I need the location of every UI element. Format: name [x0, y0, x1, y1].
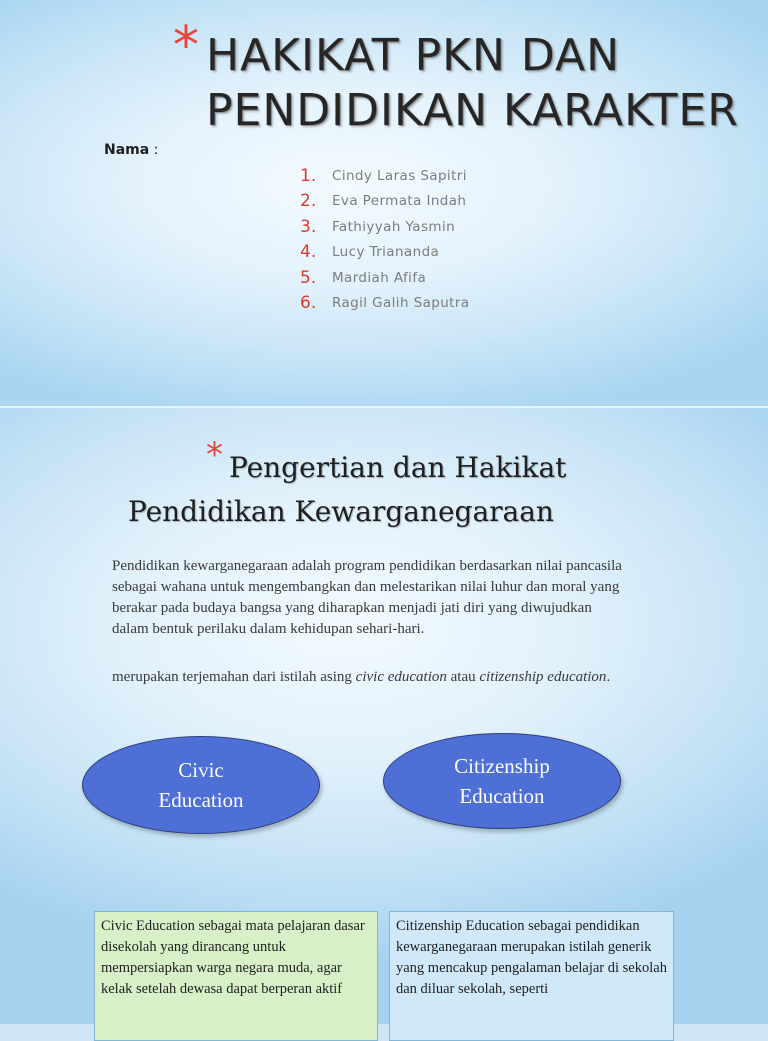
- civic-education-description: Civic Education sebagai mata pelajaran dasar disekolah yang dirancang untuk mempersiapkan warga negara muda, agar kelak setelah dewasa dapat berperan aktif: [94, 911, 378, 1041]
- citizenship-education-ellipse: [383, 733, 621, 829]
- ellipse-line-2: Education: [158, 788, 244, 812]
- title-line-2: PENDIDIKAN KARAKTER: [206, 85, 739, 136]
- member-name: Ragil Galih Saputra: [332, 295, 470, 312]
- nama-colon: :: [149, 142, 159, 158]
- member-number: 3.: [300, 216, 317, 237]
- nama-label: [104, 142, 158, 158]
- list-item: [300, 265, 470, 291]
- ellipse-label: [131, 755, 271, 815]
- member-name: Mardiah Afifa: [332, 269, 427, 286]
- term-civic-education: civic education: [355, 669, 447, 685]
- ellipse-line-1: Citizenship: [454, 754, 550, 778]
- nama-label-text: Nama: [104, 142, 150, 158]
- member-number: 2.: [300, 191, 317, 212]
- civic-education-ellipse: [82, 736, 320, 834]
- member-list: [300, 163, 470, 316]
- title-bullet-star: *: [173, 16, 199, 76]
- title-line-1: HAKIKAT PKN DAN: [206, 30, 621, 81]
- page-title: [206, 28, 766, 138]
- list-item: [300, 189, 470, 215]
- section-title-line-1: Pengertian dan Hakikat: [229, 451, 567, 484]
- ellipse-label: [432, 751, 572, 811]
- member-name: Fathiyyah Yasmin: [332, 218, 456, 235]
- slide-title: [0, 0, 768, 408]
- member-number: 4.: [300, 242, 317, 263]
- member-name: Cindy Laras Sapitri: [332, 167, 467, 184]
- member-name: Lucy Triananda: [332, 244, 440, 261]
- citizenship-education-description: Citizenship Education sebagai pendidikan kewarganegaraan merupakan istilah generik yang mencakup pengalaman belajar di sekolah dan diluar sekolah, seperti: [389, 911, 674, 1041]
- member-number: 5.: [300, 267, 317, 288]
- ellipse-line-1: Civic: [178, 758, 224, 782]
- list-item: [300, 214, 470, 240]
- section-title: [128, 446, 748, 534]
- term-citizenship-education: citizenship education: [479, 669, 607, 685]
- list-item: [300, 163, 470, 189]
- translation-suffix: .: [606, 669, 611, 685]
- member-name: Eva Permata Indah: [332, 193, 467, 210]
- translation-paragraph: [112, 667, 632, 688]
- ellipse-line-2: Education: [459, 784, 545, 808]
- member-number: 6.: [300, 293, 317, 314]
- translation-prefix: merupakan terjemahan dari istilah asing: [112, 669, 356, 685]
- section-bullet-star: *: [206, 435, 223, 475]
- section-title-line-2: Pendidikan Kewarganegaraan: [128, 495, 554, 528]
- translation-middle: atau: [446, 669, 480, 685]
- definition-paragraph: Pendidikan kewarganegaraan adalah program pendidikan berdasarkan nilai pancasila sebagai wahana untuk mengembangkan dan melestarikan nilai luhur dan moral yang berakar pada budaya bangsa yang diharapkan menjadi jati diri yang diwujudkan dalam bentuk perilaku dalam kehidupan sehari-hari.: [112, 558, 622, 637]
- member-number: 1.: [300, 165, 317, 186]
- list-item: [300, 240, 470, 266]
- list-item: [300, 291, 470, 317]
